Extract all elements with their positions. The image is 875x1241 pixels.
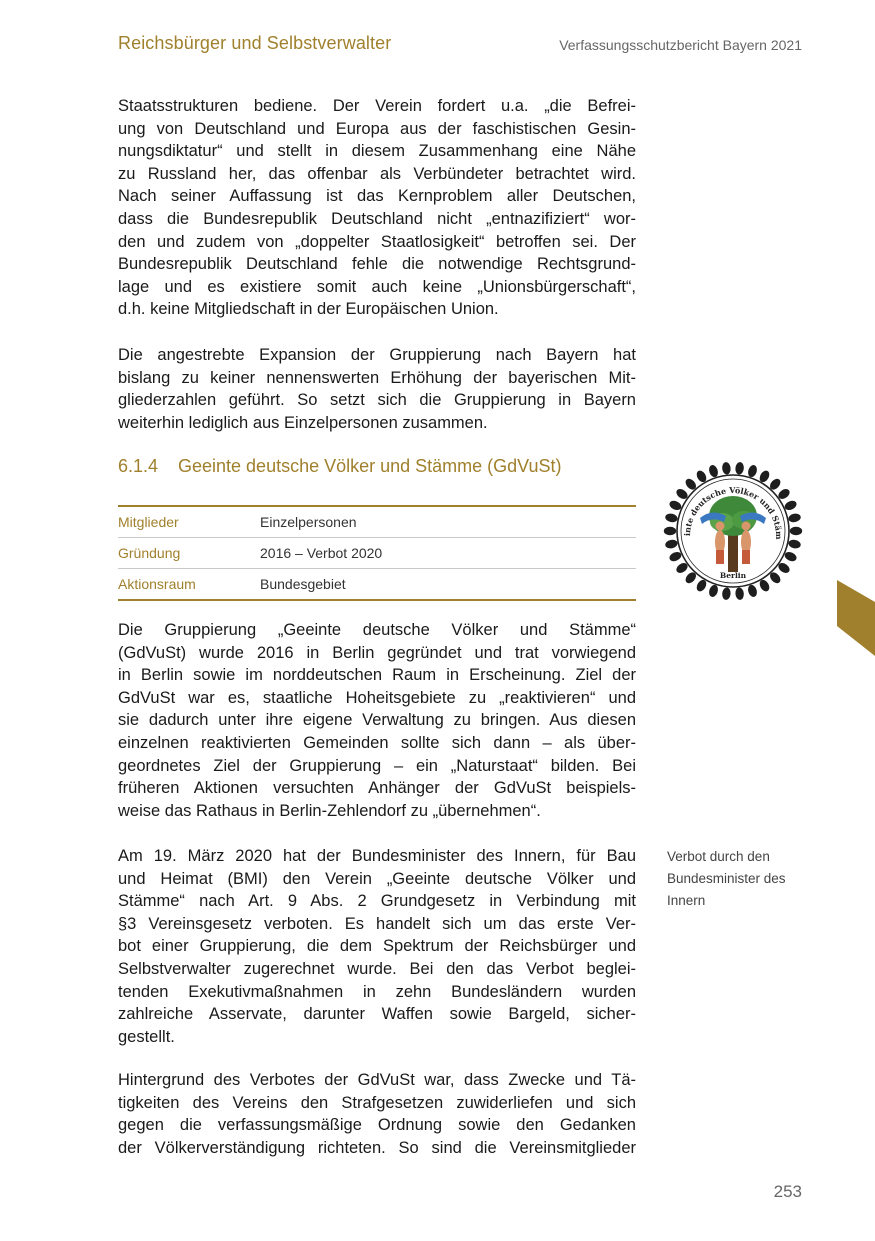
margin-note-line: Bundesminister des [667,871,786,886]
emblem-arc-textpath: inte deutsche Völker und Stäm [681,484,785,540]
emblem-figure-right-head [742,522,751,531]
fact-table [118,505,636,601]
emblem-leaf [790,527,802,535]
paragraph-line: Stämme“ nach Art. 9 Abs. 2 Grundgesetz in Verbindung mit [118,892,636,911]
margin-note-line: Verbot durch den [667,849,770,864]
paragraph-line: GdVuSt war es, staatliche Hoheitsgebiete zu „reaktivieren“ und [118,688,636,707]
fact-row [118,569,636,599]
fact-key: Gründung [118,545,181,561]
paragraph-line: lage und es existiere somit auch keine „Unionsbürgerschaft“, [118,277,636,296]
paragraph-line: Hintergrund des Verbotes der GdVuSt war, dass Zwecke und Tä- [118,1071,636,1089]
paragraph-line: Die Gruppierung „Geeinte deutsche Völker und Stämme“ [118,621,636,639]
paragraph-line: Staatsstrukturen bediene. Der Verein fordert u.a. „die Befrei- [118,97,636,115]
paragraph-line: nungsdiktatur“ und stellt in diesem Zusammenhang eine Nähe [118,142,636,161]
paragraph-line: §3 Vereinsgesetz verboten. Es handelt sich um das erste Ver- [118,914,636,933]
paragraph-line: d.h. keine Mitgliedschaft in der Europäischen Union. [118,300,499,319]
section-title: Geeinte deutsche Völker und Stämme (GdVuSt) [178,456,562,476]
paragraph-line: gestellt. [118,1027,175,1046]
fact-key: Mitglieder [118,514,179,530]
paragraph-line: Selbstverwalter zugerechnet wurde. Bei den das Verbot beglei- [118,959,636,978]
margin-note-line: Innern [667,893,706,908]
paragraph-line: tenden Exekutivmaßnahmen in zehn Bundesländern wurden [118,982,636,1001]
paragraph-line: bot einer Gruppierung, die dem Spektrum der Reichsbürger und [118,937,636,956]
fact-value: 2016 – Verbot 2020 [260,545,383,561]
emblem-figure-left-head [716,522,725,531]
emblem-figure-left-cloth [716,550,724,564]
chapter-thumb-tab-shape [837,580,875,656]
thumb-tab-polygon [837,580,875,656]
chapter-thumb-tab [837,580,875,661]
paragraph-line: der Völkerverständigung richteten. So sind die Vereinsmitglieder [118,1138,636,1157]
fact-row [118,538,636,569]
paragraph-line: Am 19. März 2020 hat der Bundesminister des Innern, für Bau [118,847,636,865]
paragraph-line: sie dadurch unter ihre eigene Verwaltung zu bringen. Aus diesen [118,711,636,730]
paragraph-line: und Heimat (BMI) den Verein „Geeinte deutsche Völker und [118,869,636,888]
paragraph-4 [118,845,636,1048]
paragraph-line: gliederzahlen geführt. So setzt sich die Gruppierung in Bayern [118,391,636,410]
paragraph-line: bislang zu keiner nennenswerten Erhöhung der bayerischen Mit- [118,368,636,387]
paragraph-line: geordnetes Ziel der Gruppierung – ein „Naturstaat“ bilden. Bei [118,756,636,775]
emblem-graphic [660,458,806,604]
paragraph-line: Bundesrepublik Deutschland fehle die notwendige Rechtsgrund- [118,255,636,274]
paragraph-line: (GdVuSt) wurde 2016 in Berlin gegründet und trat vorwiegend [118,643,636,662]
fact-row [118,507,636,538]
paragraph-2 [118,344,636,434]
fact-key: Aktionsraum [118,576,196,592]
paragraph-1 [118,95,636,321]
paragraph-line: zahlreiche Asservate, darunter Waffen sowie Bargeld, sicher- [118,1005,636,1024]
emblem-leaf [664,527,676,535]
paragraph-line: in Berlin sowie im norddeutschen Raum in Erscheinung. Ziel der [118,666,636,685]
paragraph-line: den und zudem von „doppelter Staatlosigkeit“ betroffen sei. Der [118,232,636,251]
paragraph-5 [118,1069,636,1159]
section-number: 6.1.4 [118,456,159,476]
emblem-figure-right-cloth [742,550,750,564]
paragraph-3 [118,619,636,822]
emblem-bottom-text: Berlin [719,571,747,580]
fact-value: Bundesgebiet [260,576,346,592]
paragraph-line: Nach seiner Auffassung ist das Kernproblem aller Deutschen, [118,187,636,206]
fact-value: Einzelpersonen [260,514,357,530]
paragraph-line: weiterhin lediglich aus Einzelpersonen zusammen. [118,413,488,432]
section-heading [118,456,562,477]
group-emblem-icon [660,458,806,609]
paragraph-line: weise das Rathaus in Berlin-Zehlendorf zu „übernehmen“. [118,801,541,820]
paragraph-line: tigkeiten des Vereins den Strafgesetzen zuwiderliefen und sich [118,1093,636,1112]
paragraph-line: früheren Aktionen versuchten Anhänger der GdVuSt beispiels- [118,779,636,798]
margin-note [667,846,817,912]
paragraph-line: gegen die verfassungsmäßige Ordnung sowie den Gedanken [118,1116,636,1135]
paragraph-line: Die angestrebte Expansion der Gruppierung nach Bayern hat [118,346,636,364]
paragraph-line: ung von Deutschland und Europa aus der faschistischen Gesin- [118,119,636,138]
running-header-report: Verfassungsschutzbericht Bayern 2021 [559,37,802,53]
paragraph-line: einzelnen reaktivierten Gemeinden sollte sich dann – als über- [118,733,636,752]
running-header-section: Reichsbürger und Selbstverwalter [118,33,392,53]
page-number: 253 [773,1182,802,1201]
paragraph-line: zu Russland her, das offenbar als Verbündeter betrachtet wird. [118,164,636,183]
paragraph-line: dass die Bundesrepublik Deutschland nicht „entnazifiziert“ wor- [118,209,636,228]
